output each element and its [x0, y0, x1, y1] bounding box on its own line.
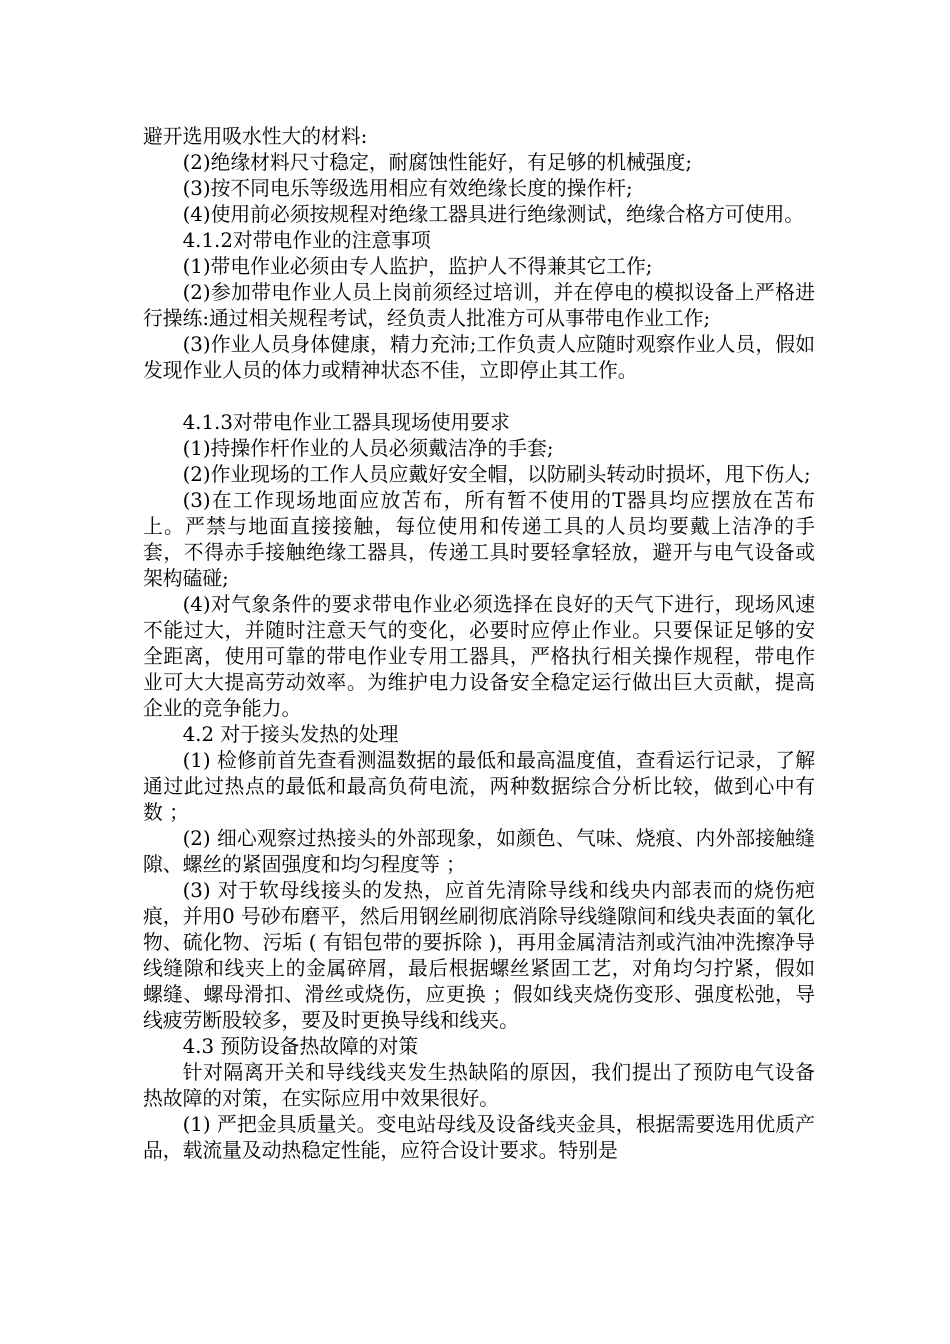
- paragraph-1: 避开选用吸水性大的材料:: [143, 125, 368, 148]
- paragraph-15: 针对隔离开关和导线线夹发生热缺陷的原因，我们提出了预防电气设备热故障的对策，在实际应用中效果很好。: [143, 1061, 815, 1110]
- paragraph-7: (3)作业人员身体健康，精力充沛;工作负责人应随时观察作业人员，假如发现作业人员的体力或精神状态不佳，立即停止其工作。: [143, 333, 815, 382]
- paragraph-14: (3) 对于软母线接头的发热，应首先清除导线和线央内部表而的烧伤疤痕，并用0 号砂布磨平，然后用钢丝刷彻底消除导线缝隙间和线央表面的氧化物、硫化物、污垢 ( 有铝包带的要拆除 )，再用金属清洁剂或汽油冲洗擦净导线缝隙和线夹上的金属碎屑，最后根据螺丝紧固工艺，对角均匀拧紧，假如螺缝、螺母滑扣、滑丝或烧伤，应更换 ；假如线夹烧伤变形、强度松弛，导线疲劳断股较多，要及时更换导线和线夹。: [143, 879, 815, 1032]
- section-heading-4-1-2: 4.1.2对带电作业的注意事项: [182, 229, 431, 252]
- paragraph-9: (2)作业现场的工作人员应戴好安全帽，以防刷头转动时损坏，甩下伤人;: [182, 463, 811, 486]
- paragraph-6: (2)参加带电作业人员上岗前须经过培训，并在停电的模拟设备上严格进行操练:通过相关规程考试，经负责人批准方可从事带电作业工作;: [143, 281, 815, 330]
- section-heading-4-3: 4.3 预防设备热故障的对策: [182, 1035, 419, 1058]
- paragraph-5: (1)带电作业必须由专人监护，监护人不得兼其它工作;: [182, 255, 653, 278]
- paragraph-4: (4)使用前必须按规程对绝缘工器具进行绝缘测试，绝缘合格方可使用。: [182, 203, 805, 226]
- paragraph-11: (4)对气象条件的要求带电作业必须选择在良好的天气下进行，现场风速不能过大，并随时注意天气的变化，必要时应停止作业。只要保证足够的安全距离，使用可靠的带电作业专用工器具，严格执行相关操作规程，带电作业可大大提高劳动效率。为维护电力设备安全稳定运行做出巨大贡献，提高企业的竞争能力。: [143, 593, 815, 720]
- paragraph-13: (2) 细心观察过热接头的外部现象，如颜色、气味、烧痕、内外部接触缝隙、螺丝的紧固强度和均匀程度等 ；: [143, 827, 815, 876]
- paragraph-8: (1)持操作杆作业的人员必须戴洁净的手套;: [182, 437, 554, 460]
- paragraph-3: (3)按不同电乐等级选用相应有效绝缘长度的操作杆;: [182, 177, 633, 200]
- paragraph-12: (1) 检修前首先查看测温数据的最低和最高温度值，查看运行记录，了解通过此过热点的最低和最高负荷电流，两种数据综合分析比较，做到心中有数 ；: [143, 749, 815, 824]
- paragraph-10: (3)在工作现场地面应放苫布，所有暂不使用的T器具均应摆放在苫布上。严禁与地面直接接触，每位使用和传递工具的人员均要戴上洁净的手套，不得赤手接触绝缘工器具，传递工具时要轻拿轻放，避开与电气设备或架构磕碰;: [143, 489, 815, 590]
- document-body: [143, 124, 815, 1164]
- section-heading-4-2: 4.2 对于接头发热的处理: [182, 723, 399, 746]
- section-heading-4-1-3: 4.1.3对带电作业工器具现场使用要求: [182, 411, 510, 434]
- blank-line: [143, 384, 815, 410]
- paragraph-2: (2)绝缘材料尺寸稳定，耐腐蚀性能好，有足够的机械强度;: [182, 151, 693, 174]
- paragraph-16: (1) 严把金具质量关。变电站母线及设备线夹金具，根据需要选用优质产品，载流量及动热稳定性能，应符合设计要求。特别是: [143, 1113, 815, 1162]
